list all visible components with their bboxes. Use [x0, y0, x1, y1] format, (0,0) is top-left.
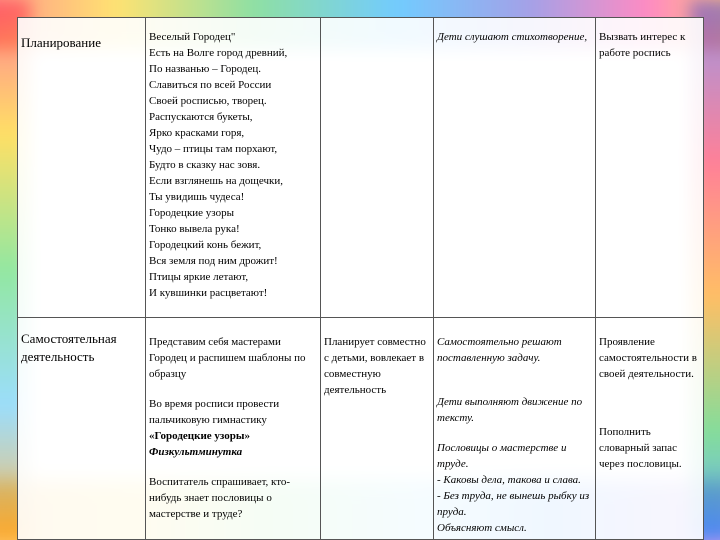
activity-paragraph-1: Представим себя мастерами Городец и распишем шаблоны по образцу	[149, 336, 306, 380]
poem-line: Есть на Волге город древний,	[149, 47, 288, 59]
poem-line: Если взглянешь на дощечки,	[149, 175, 283, 187]
children-activity-2: Дети выполняют движение по тексту.	[437, 396, 583, 424]
children-cell-row2	[434, 318, 596, 540]
poem-line: Распускаются букеты,	[149, 111, 253, 123]
activity-game-title: «Городецкие узоры»	[149, 430, 250, 442]
poem-line: Славиться по всей России	[149, 79, 272, 91]
row-header-label: Планирование	[21, 35, 101, 50]
poem-line: Городецкие узоры	[149, 207, 234, 219]
poem-line: Городецкий конь бежит,	[149, 239, 262, 251]
activity-paragraph-2: Во время росписи провести пальчиковую гимнастику	[149, 398, 280, 426]
expected-result-2: Пополнить словарный запас через пословицы.	[599, 426, 682, 470]
poem-line: Чудо – птицы там порхают,	[149, 143, 278, 155]
poem-line: По названью – Городец.	[149, 63, 262, 75]
poem-line: И кувшинки расцветают!	[149, 287, 268, 299]
proverb-1: - Каковы дела, такова и слава.	[437, 474, 581, 486]
lesson-plan-table	[17, 17, 704, 540]
teacher-cell-row2	[321, 318, 434, 540]
poem-line: Ярко красками горя,	[149, 127, 245, 139]
proverb-2: - Без труда, не вынешь рыбку из пруда.	[437, 490, 590, 518]
row-header-planning	[18, 18, 146, 318]
activity-exercise-title: Физкультминутка	[149, 446, 243, 458]
children-cell-row1	[434, 18, 596, 318]
teacher-cell-row1	[321, 18, 434, 318]
activity-cell	[146, 318, 321, 540]
poem-line: Своей росписью, творец.	[149, 95, 267, 107]
row-header-label: Самостоятельная деятельность	[21, 331, 117, 364]
children-activity-4: Объясняют смысл.	[437, 522, 527, 534]
teacher-activity: Планирует совместно с детьми, вовлекает в совместную деятельность	[324, 336, 426, 396]
result-cell-row2	[596, 318, 704, 540]
children-activity: Дети слушают стихотворение,	[437, 31, 588, 43]
table-row	[18, 318, 704, 540]
poem-line: Будто в сказку нас зовя.	[149, 159, 261, 171]
poem-line: Веселый Городец"	[149, 31, 236, 43]
poem-line: Ты увидишь чудеса!	[149, 191, 245, 203]
poem-lines	[149, 29, 317, 301]
poem-line: Тонко вывела рука!	[149, 223, 240, 235]
activity-paragraph-3: Воспитатель спрашивает, кто-нибудь знает пословицы о мастерстве и труде?	[149, 476, 291, 520]
children-activity-3: Пословицы о мастерстве и труде.	[437, 442, 567, 470]
row-header-independent	[18, 318, 146, 540]
table-row	[18, 18, 704, 318]
poem-line: Вся земля под ним дрожит!	[149, 255, 278, 267]
poem-cell	[146, 18, 321, 318]
result-cell-row1	[596, 18, 704, 318]
poem-line: Птицы яркие летают,	[149, 271, 249, 283]
children-activity-1: Самостоятельно решают поставленную задачу.	[437, 336, 562, 364]
expected-result: Вызвать интерес к работе роспись	[599, 31, 686, 59]
expected-result-1: Проявление самостоятельности в своей деятельности.	[599, 336, 697, 380]
